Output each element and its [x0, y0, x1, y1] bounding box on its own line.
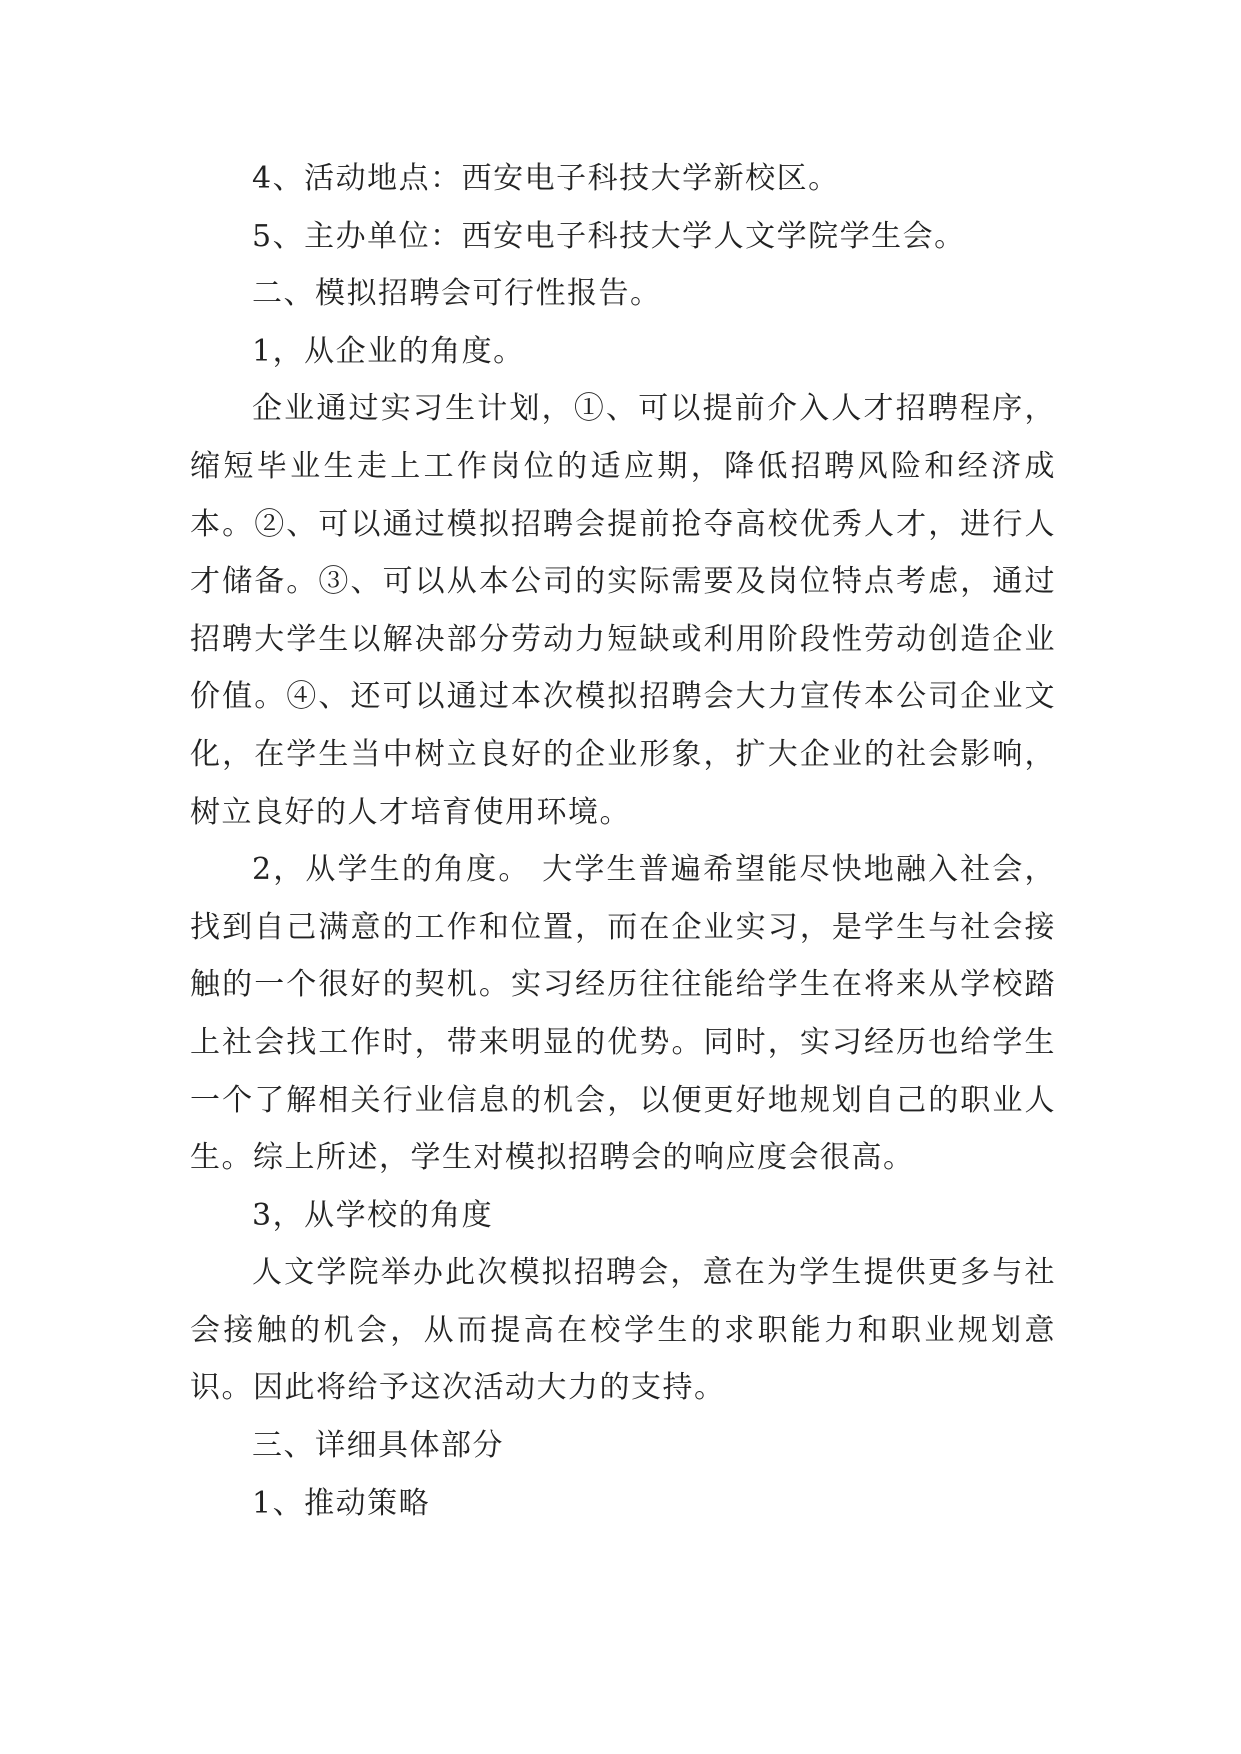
paragraph-school-perspective: 人文学院举办此次模拟招聘会，意在为学生提供更多与社会接触的机会，从而提高在校学生的求职能力和职业规划意识。因此将给予这次活动大力的支持。 [190, 1255, 1056, 1406]
paragraph-enterprise-perspective: 企业通过实习生计划，①、可以提前介入人才招聘程序，缩短毕业生走上工作岗位的适应期，降低招聘风险和经济成本。②、可以通过模拟招聘会提前抢夺高校优秀人才，进行人才储备。③、可以从本公司的实际需要及岗位特点考虑，通过招聘大学生以解决部分劳动力短缺或利用阶段性劳动创造企业价值。④、还可以通过本次模拟招聘会大力宣传本公司企业文化，在学生当中树立良好的企业形象，扩大企业的社会影响，树立良好的人才培育使用环境。 [190, 391, 1056, 830]
subheading-enterprise-perspective: 1，从企业的角度。 [252, 333, 525, 369]
section-heading-feasibility: 二、模拟招聘会可行性报告。 [252, 276, 662, 312]
paragraph-student-perspective: 2，从学生的角度。 大学生普遍希望能尽快地融入社会，找到自己满意的工作和位置，而在企业实习，是学生与社会接触的一个很好的契机。实习经历往往能给学生在将来从学校踏上社会找工作时，带来明显的优势。同时，实习经历也给学生一个了解相关行业信息的机会，以便更好地规划自己的职业人生。综上所述，学生对模拟招聘会的响应度会很高。 [190, 852, 1056, 1176]
section-heading-details: 三、详细具体部分 [252, 1428, 504, 1464]
subheading-promotion-strategy: 1、推动策略 [252, 1485, 431, 1521]
subheading-school-perspective: 3，从学校的角度 [252, 1197, 494, 1233]
paragraph-organizer: 5、主办单位：西安电子科技大学人文学院学生会。 [252, 218, 966, 254]
paragraph-activity-location: 4、活动地点：西安电子科技大学新校区。 [252, 161, 840, 196]
document-body [190, 150, 1056, 1532]
